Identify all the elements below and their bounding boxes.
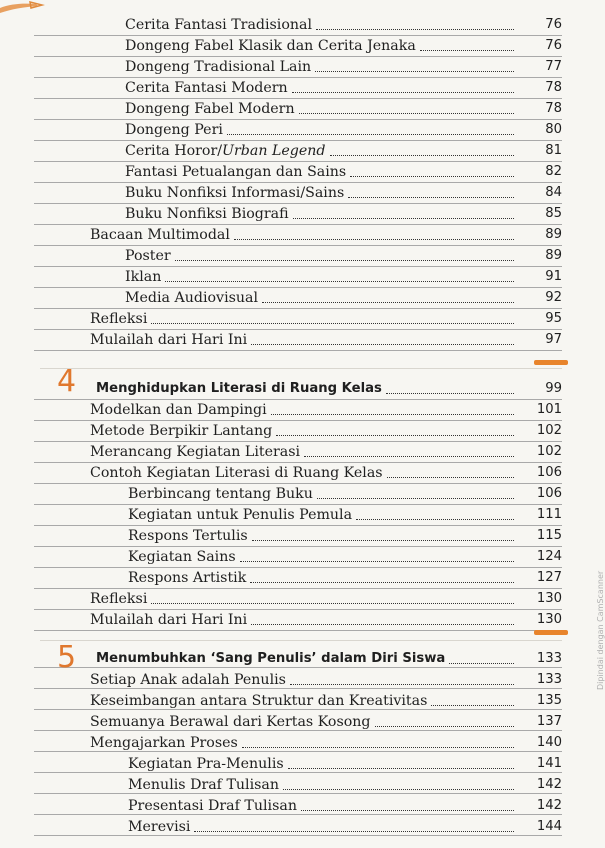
toc-entry-title: Media Audiovisual bbox=[125, 290, 259, 306]
toc-entry-title: Iklan bbox=[125, 269, 162, 285]
toc-entry-page: 78 bbox=[545, 101, 562, 116]
toc-entry-page: 76 bbox=[545, 38, 562, 53]
toc-entry[interactable] bbox=[90, 588, 562, 608]
toc-entry-title: Contoh Kegiatan Literasi di Ruang Kelas bbox=[90, 465, 383, 481]
toc-entry-title: Buku Nonfiksi Biografi bbox=[125, 206, 289, 222]
row-rule bbox=[34, 630, 562, 631]
toc-entry-page: 135 bbox=[536, 693, 562, 708]
toc-entry-title: Mengajarkan Proses bbox=[90, 735, 238, 751]
corner-swoosh-decoration bbox=[0, 0, 44, 16]
dot-leader bbox=[317, 498, 514, 499]
toc-entry-title: Bacaan Multimodal bbox=[90, 227, 230, 243]
chapter-title: Menumbuhkan ‘Sang Penulis’ dalam Diri Siswa bbox=[96, 651, 446, 666]
chapter-heading[interactable] bbox=[96, 648, 562, 668]
toc-entry-title: Mulailah dari Hari Ini bbox=[90, 612, 248, 628]
toc-entry-page: 133 bbox=[536, 672, 562, 687]
toc-entry[interactable] bbox=[125, 119, 562, 139]
toc-entry[interactable] bbox=[128, 504, 562, 524]
toc-entry-page: 82 bbox=[545, 164, 562, 179]
toc-entry-page: 84 bbox=[545, 185, 562, 200]
dot-leader bbox=[288, 768, 514, 769]
toc-entry-page: 91 bbox=[545, 269, 562, 284]
toc-entry[interactable] bbox=[125, 161, 562, 181]
toc-entry-title: Kegiatan Sains bbox=[128, 549, 236, 565]
toc-entry-page: 97 bbox=[545, 332, 562, 347]
toc-entry[interactable] bbox=[125, 35, 562, 55]
dot-leader bbox=[283, 789, 514, 790]
toc-entry-page: 142 bbox=[536, 798, 562, 813]
toc-entry-page: 140 bbox=[536, 735, 562, 750]
toc-entry[interactable] bbox=[128, 753, 562, 773]
toc-entry-title: Kegiatan Pra-Menulis bbox=[128, 756, 284, 772]
toc-entry-title: Buku Nonfiksi Informasi/Sains bbox=[125, 185, 345, 201]
dot-leader bbox=[387, 477, 514, 478]
toc-entry[interactable] bbox=[128, 795, 562, 815]
toc-entry[interactable] bbox=[90, 308, 562, 328]
dot-leader bbox=[356, 519, 514, 520]
section-divider bbox=[40, 368, 562, 369]
toc-entry[interactable] bbox=[128, 546, 562, 566]
toc-entry-page: 89 bbox=[545, 227, 562, 242]
toc-entry-page: 81 bbox=[545, 143, 562, 158]
toc-entry[interactable] bbox=[90, 609, 562, 629]
toc-entry-page: 106 bbox=[536, 486, 562, 501]
chapter-page: 99 bbox=[545, 381, 562, 396]
dot-leader bbox=[271, 414, 514, 415]
dot-leader bbox=[250, 582, 514, 583]
toc-entry-title: Semuanya Berawal dari Kertas Kosong bbox=[90, 714, 371, 730]
toc-entry-page: 115 bbox=[536, 528, 562, 543]
toc-entry-page: 89 bbox=[545, 248, 562, 263]
toc-entry-page: 85 bbox=[545, 206, 562, 221]
dot-leader bbox=[175, 260, 514, 261]
toc-entry-page: 144 bbox=[536, 819, 562, 834]
toc-entry-title: Kegiatan untuk Penulis Pemula bbox=[128, 507, 353, 523]
toc-entry[interactable] bbox=[90, 732, 562, 752]
dot-leader bbox=[151, 603, 514, 604]
toc-entry-title: Menulis Draf Tulisan bbox=[128, 777, 279, 793]
dot-leader bbox=[386, 393, 514, 394]
toc-entry[interactable] bbox=[128, 525, 562, 545]
dot-leader bbox=[234, 239, 514, 240]
watermark-text: Dipindai dengan CamScanner bbox=[596, 570, 605, 690]
toc-entry-page: 137 bbox=[536, 714, 562, 729]
toc-entry-page: 106 bbox=[536, 465, 562, 480]
toc-entry-page: 141 bbox=[536, 756, 562, 771]
toc-entry-title: Mulailah dari Hari Ini bbox=[90, 332, 248, 348]
chapter-heading[interactable] bbox=[96, 378, 562, 398]
chapter-divider-bar bbox=[534, 630, 568, 635]
toc-entry-title: Dongeng Fabel Modern bbox=[125, 101, 295, 117]
dot-leader bbox=[262, 302, 514, 303]
toc-entry[interactable] bbox=[128, 816, 562, 836]
toc-entry-title: Cerita Fantasi Modern bbox=[125, 80, 288, 96]
toc-entry-page: 127 bbox=[536, 570, 562, 585]
toc-entry[interactable] bbox=[125, 98, 562, 118]
dot-leader bbox=[242, 747, 514, 748]
dot-leader bbox=[299, 113, 514, 114]
chapter-divider-bar bbox=[534, 360, 568, 365]
toc-entry[interactable] bbox=[90, 669, 562, 689]
toc-entry[interactable] bbox=[125, 182, 562, 202]
toc-entry-title: Poster bbox=[125, 248, 171, 264]
toc-entry[interactable] bbox=[128, 774, 562, 794]
title-prefix: Cerita Horor/ bbox=[125, 143, 223, 159]
toc-entry[interactable] bbox=[90, 224, 562, 244]
chapter-page: 133 bbox=[536, 651, 562, 666]
toc-entry-page: 101 bbox=[536, 402, 562, 417]
toc-entry-title: Modelkan dan Dampingi bbox=[90, 402, 267, 418]
toc-entry-page: 78 bbox=[545, 80, 562, 95]
toc-entry-title: Presentasi Draf Tulisan bbox=[128, 798, 297, 814]
dot-leader bbox=[330, 155, 515, 156]
chapter-title: Menghidupkan Literasi di Ruang Kelas bbox=[96, 381, 382, 396]
toc-entry[interactable] bbox=[90, 329, 562, 349]
scanner-watermark bbox=[582, 570, 605, 840]
toc-entry-title: Dongeng Fabel Klasik dan Cerita Jenaka bbox=[125, 38, 416, 54]
section-divider bbox=[40, 640, 562, 641]
toc-entry[interactable] bbox=[125, 245, 562, 265]
toc-entry-page: 130 bbox=[536, 612, 562, 627]
toc-entry-title: Berbincang tentang Buku bbox=[128, 486, 313, 502]
dot-leader bbox=[227, 134, 514, 135]
row-rule bbox=[34, 350, 562, 351]
toc-entry-title: Fantasi Petualangan dan Sains bbox=[125, 164, 347, 180]
toc-entry[interactable] bbox=[125, 77, 562, 97]
toc-entry-title bbox=[125, 142, 326, 160]
chapter-number: 4 bbox=[57, 364, 77, 399]
chapter-number: 5 bbox=[57, 640, 77, 675]
toc-entry[interactable] bbox=[125, 14, 562, 34]
toc-entry-page: 102 bbox=[536, 444, 562, 459]
dot-leader bbox=[151, 323, 514, 324]
toc-entry[interactable] bbox=[125, 56, 562, 76]
toc-entry-title: Dongeng Peri bbox=[125, 122, 223, 138]
dot-leader bbox=[301, 810, 514, 811]
dot-leader bbox=[449, 663, 514, 664]
toc-entry[interactable] bbox=[125, 140, 562, 160]
dot-leader bbox=[194, 831, 514, 832]
toc-entry[interactable] bbox=[90, 420, 562, 440]
toc-entry-page: 142 bbox=[536, 777, 562, 792]
toc-entry[interactable] bbox=[128, 483, 562, 503]
toc-entry-title: Cerita Fantasi Tradisional bbox=[125, 17, 313, 33]
toc-entry[interactable] bbox=[90, 711, 562, 731]
dot-leader bbox=[431, 705, 514, 706]
toc-entry[interactable] bbox=[90, 441, 562, 461]
toc-entry[interactable] bbox=[90, 690, 562, 710]
dot-leader bbox=[315, 71, 514, 72]
toc-entry-title: Refleksi bbox=[90, 311, 148, 327]
toc-entry[interactable] bbox=[90, 399, 562, 419]
dot-leader bbox=[276, 435, 514, 436]
dot-leader bbox=[420, 50, 514, 51]
dot-leader bbox=[350, 176, 514, 177]
toc-entry-page: 102 bbox=[536, 423, 562, 438]
toc-entry[interactable] bbox=[125, 203, 562, 223]
toc-entry-title: Metode Berpikir Lantang bbox=[90, 423, 273, 439]
dot-leader bbox=[165, 281, 514, 282]
toc-entry-page: 111 bbox=[536, 507, 562, 522]
dot-leader bbox=[348, 197, 514, 198]
dot-leader bbox=[304, 456, 514, 457]
dot-leader bbox=[251, 344, 514, 345]
toc-entry-title: Keseimbangan antara Struktur dan Kreativitas bbox=[90, 693, 428, 709]
toc-entry[interactable] bbox=[128, 567, 562, 587]
dot-leader bbox=[251, 624, 514, 625]
toc-entry[interactable] bbox=[125, 287, 562, 307]
toc-entry[interactable] bbox=[90, 462, 562, 482]
dot-leader bbox=[292, 92, 514, 93]
dot-leader bbox=[290, 684, 514, 685]
toc-entry-title: Respons Tertulis bbox=[128, 528, 248, 544]
toc-entry-title: Merancang Kegiatan Literasi bbox=[90, 444, 301, 460]
dot-leader bbox=[293, 218, 514, 219]
toc-entry-page: 77 bbox=[545, 59, 562, 74]
dot-leader bbox=[252, 540, 514, 541]
toc-entry-page: 92 bbox=[545, 290, 562, 305]
toc-entry-page: 95 bbox=[545, 311, 562, 326]
toc-entry-title: Refleksi bbox=[90, 591, 148, 607]
toc-entry-page: 124 bbox=[536, 549, 562, 564]
title-italic: Urban Legend bbox=[222, 143, 326, 159]
toc-entry-title: Merevisi bbox=[128, 819, 191, 835]
toc-entry[interactable] bbox=[125, 266, 562, 286]
toc-entry-page: 130 bbox=[536, 591, 562, 606]
toc-entry-title: Dongeng Tradisional Lain bbox=[125, 59, 312, 75]
dot-leader bbox=[240, 561, 514, 562]
toc-entry-title: Respons Artistik bbox=[128, 570, 247, 586]
toc-entry-page: 76 bbox=[545, 17, 562, 32]
dot-leader bbox=[375, 726, 514, 727]
dot-leader bbox=[316, 29, 514, 30]
toc-entry-title: Setiap Anak adalah Penulis bbox=[90, 672, 286, 688]
toc-entry-page: 80 bbox=[545, 122, 562, 137]
